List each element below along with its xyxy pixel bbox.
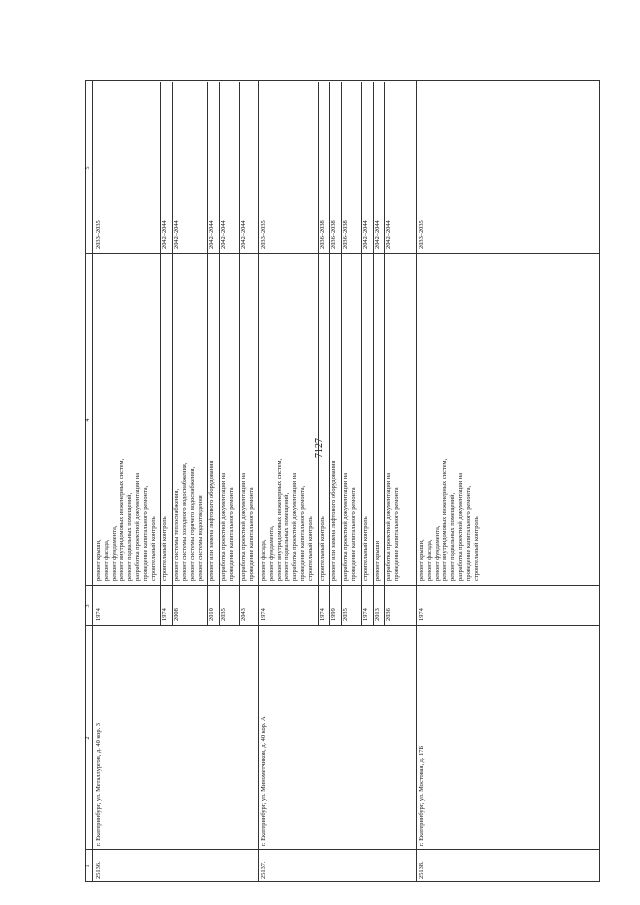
- table-header: [85, 80, 93, 882]
- column-divider: [85, 849, 599, 850]
- work-item: ремонт системы теплоснабжения,: [173, 488, 181, 581]
- work-item: разработка проектной документации на: [385, 472, 393, 581]
- block-works: [330, 376, 338, 584]
- block-year: 2013: [373, 608, 381, 621]
- block-year: 2035: [342, 608, 350, 621]
- work-item: ремонт фундамента,: [267, 525, 275, 581]
- work-item: ремонт крыши,: [95, 539, 102, 581]
- block-year: 1974: [260, 608, 267, 621]
- block-works: [374, 376, 382, 584]
- block-works: [362, 376, 370, 584]
- row-address: г. Екатеринбург, ул. Металлургов, д. 40 кор. 3: [95, 723, 102, 846]
- block-period: 2042–2044: [173, 220, 181, 249]
- work-item: ремонт фасада,: [102, 539, 110, 581]
- row-code: 25136.: [95, 861, 102, 879]
- block-works: [95, 376, 157, 584]
- work-item: ремонт фасада,: [425, 539, 433, 581]
- row-address: г. Екатеринбург, ул. Мостовая, д. 17Б: [418, 745, 425, 846]
- header-col-1: 1: [85, 864, 91, 868]
- block-period: 2036–2038: [330, 220, 338, 249]
- work-item: ремонт фундамента,: [110, 525, 118, 581]
- work-item: ремонт или замена лифтового оборудования: [330, 460, 338, 581]
- header-col-3: 3: [85, 604, 91, 608]
- block-period: 2033–2035: [260, 220, 267, 249]
- work-item: проведение капитального ремонта: [227, 487, 235, 581]
- work-item: ремонт системы горячего водоснабжения,: [188, 466, 196, 581]
- work-item: ремонт фундамента,: [433, 525, 441, 581]
- work-item: проведение капитального ремонта: [247, 487, 255, 581]
- column-divider: [85, 625, 599, 626]
- block-works: [319, 376, 327, 584]
- block-year: 1974: [318, 608, 326, 621]
- work-item: ремонт подвальных помещений,: [449, 492, 457, 581]
- work-item: строительный контроль: [149, 516, 157, 581]
- work-item: разработка проектной документации на: [456, 472, 464, 581]
- work-item: разработка проектной документации на: [220, 472, 228, 581]
- block-period: 2042–2044: [208, 220, 216, 249]
- work-item: строительный контроль: [361, 516, 369, 581]
- table-row: [93, 80, 259, 882]
- page-number: 7127: [314, 438, 325, 458]
- block-works: [342, 376, 358, 584]
- work-item: ремонт подвальных помещений,: [126, 492, 134, 581]
- work-item: ремонт фасада,: [260, 539, 267, 581]
- block-year: 2010: [208, 608, 216, 621]
- block-works: [240, 376, 256, 584]
- block-year: 2008: [173, 608, 181, 621]
- block-period: 2042–2044: [385, 220, 393, 249]
- block-year: 2043: [239, 608, 247, 621]
- work-item: ремонт крыши,: [418, 539, 425, 581]
- block-year: 1974: [95, 608, 102, 621]
- block-works: [161, 376, 169, 584]
- work-item: проведение капитального ремонта,: [298, 485, 306, 581]
- block-period: 2036–2038: [318, 220, 326, 249]
- block-period: 2036–2038: [342, 220, 350, 249]
- work-item: разработка проектной документации на: [239, 472, 247, 581]
- work-item: строительный контроль: [161, 516, 169, 581]
- block-works: [418, 376, 480, 584]
- block-works: [260, 376, 315, 584]
- row-code: 25137.: [260, 861, 267, 879]
- work-item: ремонт подвальных помещений,: [283, 492, 291, 581]
- block-works: [385, 376, 401, 584]
- row-code: 25138.: [418, 861, 425, 879]
- block-works: [220, 376, 236, 584]
- work-item: ремонт системы водоотведения: [196, 495, 204, 581]
- block-period: 2033–2035: [418, 220, 425, 249]
- work-item: строительный контроль: [472, 516, 480, 581]
- work-item: ремонт внутридомовых инженерных систем,: [118, 458, 126, 581]
- repair-schedule-table: [85, 80, 600, 882]
- block-year: 1974: [161, 608, 169, 621]
- work-item: проведение капитального ремонта: [349, 487, 357, 581]
- block-period: 2033–2035: [95, 220, 102, 249]
- block-year: 2035: [220, 608, 228, 621]
- work-item: строительный контроль: [306, 516, 314, 581]
- work-item: разработка проектной документации на: [342, 472, 350, 581]
- block-period: 2042–2044: [373, 220, 381, 249]
- block-works: [208, 376, 216, 584]
- work-item: ремонт крыши: [373, 540, 381, 581]
- work-item: строительный контроль: [318, 516, 326, 581]
- work-item: ремонт внутридомовых инженерных систем,: [441, 458, 449, 581]
- block-period: 2042–2044: [220, 220, 228, 249]
- block-period: 2042–2044: [361, 220, 369, 249]
- block-year: 1974: [361, 608, 369, 621]
- block-works: [173, 376, 204, 584]
- work-item: проведение капитального ремонта,: [141, 485, 149, 581]
- work-item: разработка проектной документации на: [133, 472, 141, 581]
- column-divider: [85, 585, 599, 586]
- table-row: [416, 80, 600, 882]
- block-year: 2036: [385, 608, 393, 621]
- table-row: [258, 80, 417, 882]
- header-col-2: 2: [85, 736, 91, 740]
- work-item: ремонт внутридомовых инженерных систем,: [275, 458, 283, 581]
- header-col-4: 4: [85, 418, 91, 422]
- block-year: 1974: [418, 608, 425, 621]
- work-item: ремонт или замена лифтового оборудования: [208, 460, 216, 581]
- row-address: г. Екатеринбург, ул. Минометчиков, д. 40 кор. А: [260, 716, 267, 846]
- work-item: проведение капитального ремонта: [393, 487, 401, 581]
- work-item: проведение капитального ремонта,: [464, 485, 472, 581]
- block-period: 2042–2044: [161, 220, 169, 249]
- header-col-5: 5: [85, 166, 91, 170]
- block-period: 2042–2044: [239, 220, 247, 249]
- work-item: разработка проектной документации на: [291, 472, 299, 581]
- column-divider: [85, 253, 599, 254]
- block-year: 1999: [330, 608, 338, 621]
- work-item: ремонт системы холодного водоснабжения,: [180, 462, 188, 581]
